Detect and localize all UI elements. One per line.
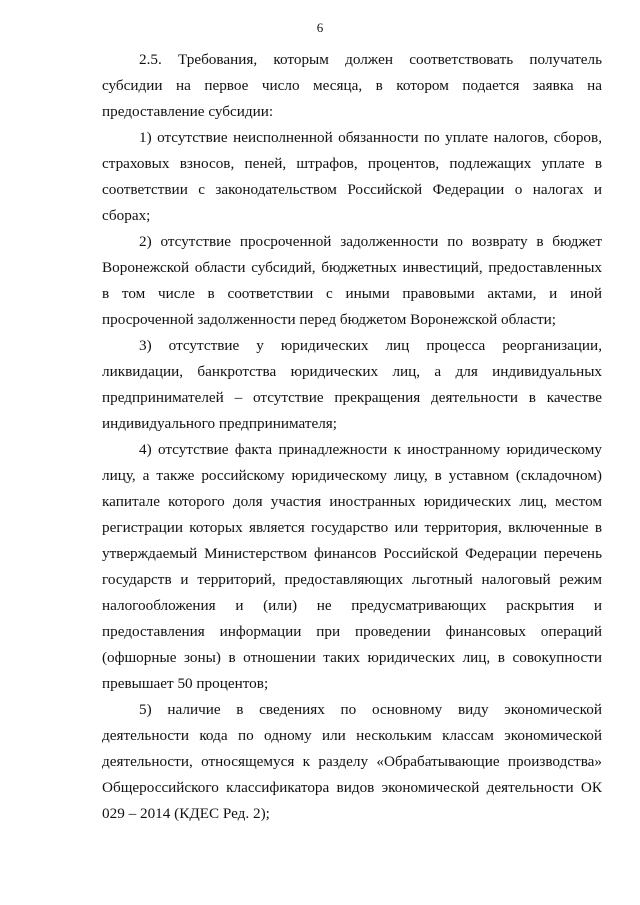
section-2-5-intro: 2.5. Требования, которым должен соответствовать получатель субсидии на первое число месяца, в котором подается заявка на предоставление субсидии:: [102, 51, 602, 120]
requirement-4-foreign-entity: 4) отсутствие факта принадлежности к иностранному юридическому лицу, а также российскому юридическому лицу, в уставном (складочном) капитале которого доля участия иностранных юридических лиц, местом регистрации которых является государство или территория, включенные в утверждаемый Министерством финансов Российской Федерации перечень государств и территорий, предоставляющих льготный налоговый режим налогообложения и (или) не предусматривающих раскрытия и предоставления информации при проведении финансовых операций (офшорные зоны) в отношении таких юридических лиц, в совокупности превышает 50 процентов;: [102, 441, 602, 692]
requirement-2-overdue-debt: 2) отсутствие просроченной задолженности по возврату в бюджет Воронежской области субсидий, бюджетных инвестиций, предоставленных в том числе в соответствии с иными правовыми актами, и иной просроченной задолженности перед бюджетом Воронежской области;: [102, 233, 602, 328]
page-number: 6: [316, 20, 324, 35]
document-body: [102, 47, 602, 827]
requirement-5-activity-code: 5) наличие в сведениях по основному виду экономической деятельности кода по одному или нескольким классам экономической деятельности, относящемуся к разделу «Обрабатывающие производства» Общероссийского классификатора видов экономической деятельности ОК 029 – 2014 (КДЕС Ред. 2);: [102, 701, 602, 822]
requirement-1-tax-obligations: 1) отсутствие неисполненной обязанности по уплате налогов, сборов, страховых взносов, пеней, штрафов, процентов, подлежащих уплате в соответствии с законодательством Российской Федерации о налогах и сборах;: [102, 129, 602, 224]
requirement-3-reorganization: 3) отсутствие у юридических лиц процесса реорганизации, ликвидации, банкротства юридических лиц, а для индивидуальных предпринимателей – отсутствие прекращения деятельности в качестве индивидуального предпринимателя;: [102, 337, 602, 432]
